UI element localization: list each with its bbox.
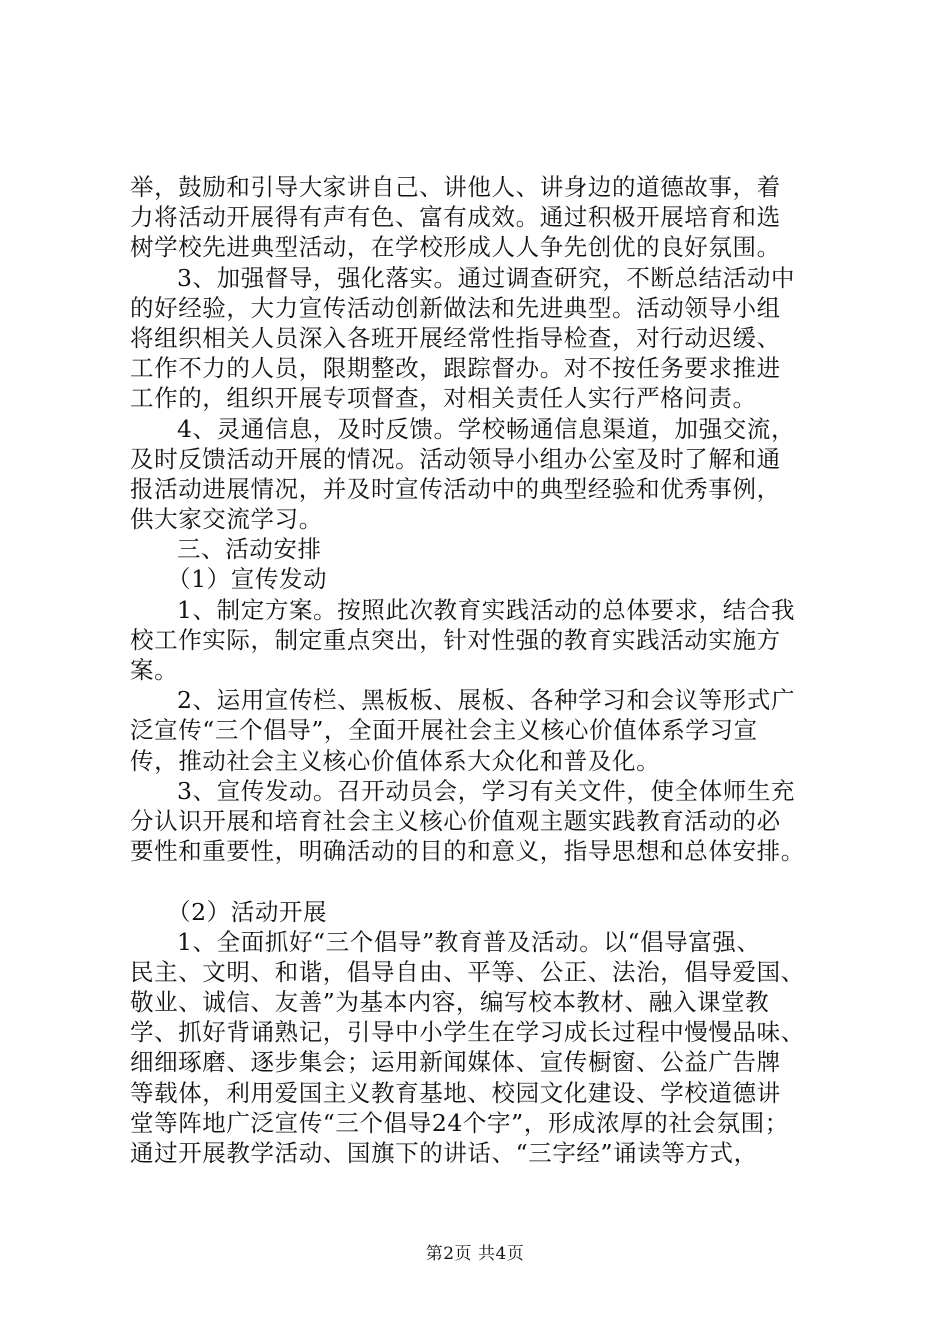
blank-line	[130, 866, 830, 896]
text-line: 及时反馈活动开展的情况。活动领导小组办公室及时了解和通	[130, 444, 781, 473]
text-line: 敬业、诚信、友善”为基本内容，编写校本教材、融入课堂教	[130, 988, 770, 1017]
text-line: 通过开展教学活动、国旗下的讲话、“三字经”诵读等方式，	[130, 1139, 758, 1167]
text-line: 1、制定方案。按照此次教育实践活动的总体要求，结合我	[177, 595, 796, 624]
text-line: 要性和重要性，明确活动的目的和意义，指导思想和总体安排。	[130, 837, 805, 866]
text-line: 民主、文明、和谐，倡导自由、平等、公正、法治，倡导爱国、	[130, 957, 805, 986]
text-line: 1、全面抓好“三个倡导”教育普及活动。以“倡导富强、	[177, 927, 761, 956]
text-line: 2、运用宣传栏、黑板板、展板、各种学习和会议等形式广	[177, 686, 796, 715]
text-line: 的好经验，大力宣传活动创新做法和先进典型。活动领导小组	[130, 293, 781, 322]
text-line: 泛宣传“三个倡导”，全面开展社会主义核心价值体系学习宣	[130, 716, 758, 745]
text-line: 供大家交流学习。	[130, 505, 323, 534]
text-line: （1）宣传发动	[167, 565, 328, 594]
text-line: 树学校先进典型活动，在学校形成人人争先创优的良好氛围。	[130, 233, 781, 262]
text-line: 学、抓好背诵熟记，引导中小学生在学习成长过程中慢慢品味、	[130, 1018, 805, 1047]
text-line: 分认识开展和培育社会主义核心价值观主题实践教育活动的必	[130, 806, 781, 835]
text-line: 将组织相关人员深入各班开展经常性指导检查，对行动迟缓、	[130, 323, 781, 352]
text-line: 3、宣传发动。召开动员会，学习有关文件，使全体师生充	[177, 776, 796, 805]
text-line: 细细琢磨、逐步集会；运用新闻媒体、宣传橱窗、公益广告牌	[130, 1048, 781, 1077]
text-line: 工作的，组织开展专项督查，对相关责任人实行严格问责。	[130, 384, 757, 413]
document-body	[130, 172, 830, 1168]
text-line: 堂等阵地广泛宣传“三个倡导24个字”，形成浓厚的社会氛围；	[130, 1108, 789, 1137]
text-line: 传，推动社会主义核心价值体系大众化和普及化。	[130, 746, 661, 775]
text-line: 校工作实际，制定重点突出，针对性强的教育实践活动实施方	[130, 625, 781, 654]
text-line: 报活动进展情况，并及时宣传活动中的典型经验和优秀事例，	[130, 474, 781, 503]
text-line: 4、灵通信息，及时反馈。学校畅通信息渠道，加强交流，	[177, 414, 796, 443]
text-line: 力将活动开展得有声有色、富有成效。通过积极开展培育和选	[130, 203, 781, 232]
page-footer: 第2页 共4页	[425, 1244, 525, 1264]
text-line: 3、加强督导，强化落实。通过调查研究，不断总结活动中	[177, 263, 796, 292]
text-line: 三、活动安排	[177, 535, 322, 564]
text-line: （2）活动开展	[167, 897, 328, 926]
text-line: 等载体，利用爱国主义教育基地、校园文化建设、学校道德讲	[130, 1078, 781, 1107]
text-line: 举，鼓励和引导大家讲自己、讲他人、讲身边的道德故事，着	[130, 173, 781, 201]
text-line: 工作不力的人员，限期整改，跟踪督办。对不按任务要求推进	[130, 354, 781, 383]
text-line: 案。	[130, 656, 179, 684]
